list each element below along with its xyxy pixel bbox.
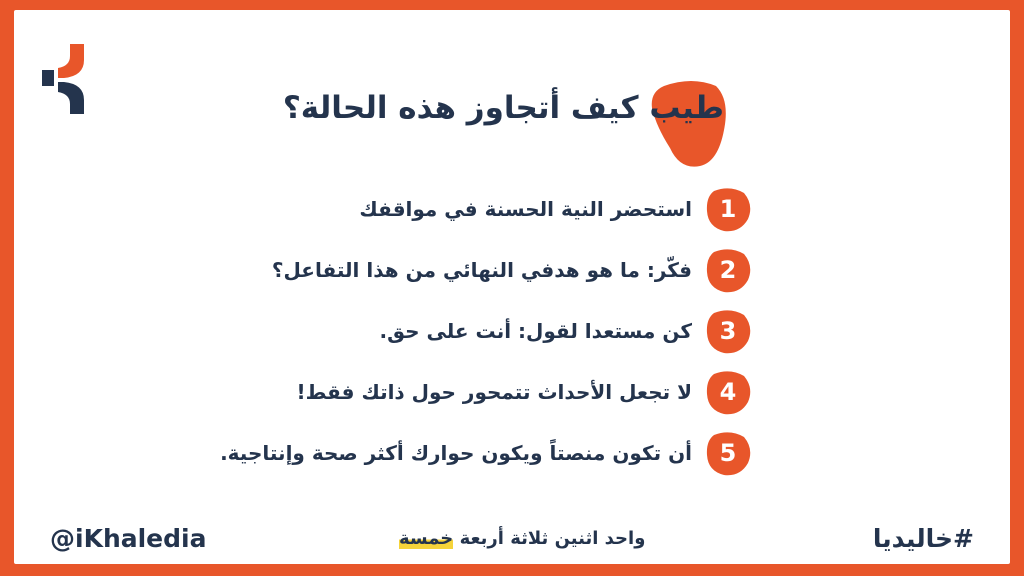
step-number-badge xyxy=(704,429,752,477)
list-item xyxy=(232,361,752,422)
steps-list xyxy=(220,178,752,483)
step-number: 2 xyxy=(719,255,737,284)
slide-card xyxy=(14,10,1010,564)
step-text: فكّر: ما هو هدفي النهائي من هذا التفاعل؟ xyxy=(271,257,692,282)
step-text: لا تجعل الأحداث تتمحور حول ذاتك فقط! xyxy=(296,379,692,404)
step-text: استحضر النية الحسنة في مواقفك xyxy=(359,196,692,221)
list-item xyxy=(232,300,752,361)
step-number-badge xyxy=(704,307,752,355)
step-number: 4 xyxy=(719,377,737,406)
counting-words: واحد اثنين ثلاثة أربعة xyxy=(459,528,646,549)
list-item xyxy=(220,422,752,483)
step-number-badge xyxy=(704,246,752,294)
page-title: طيب كيف أتجاوز هذه الحالة؟ xyxy=(282,90,724,126)
brand-logo-icon xyxy=(40,42,88,116)
step-text: كن مستعدا لقول: أنت على حق. xyxy=(379,318,692,343)
hashtag: #خاليديا xyxy=(872,524,974,553)
highlighted-word: خمسة xyxy=(399,528,454,549)
step-number: 1 xyxy=(719,194,737,223)
list-item xyxy=(232,178,752,239)
social-handle: @iKhaledia xyxy=(50,524,207,553)
list-item xyxy=(232,239,752,300)
counting-caption xyxy=(399,528,645,549)
step-number: 5 xyxy=(719,438,737,467)
step-number: 3 xyxy=(719,316,737,345)
title-area xyxy=(244,68,724,178)
step-text: أن تكون منصتاً ويكون حوارك أكثر صحة وإنتاجية. xyxy=(220,440,692,465)
step-number-badge xyxy=(704,368,752,416)
step-number-badge xyxy=(704,185,752,233)
